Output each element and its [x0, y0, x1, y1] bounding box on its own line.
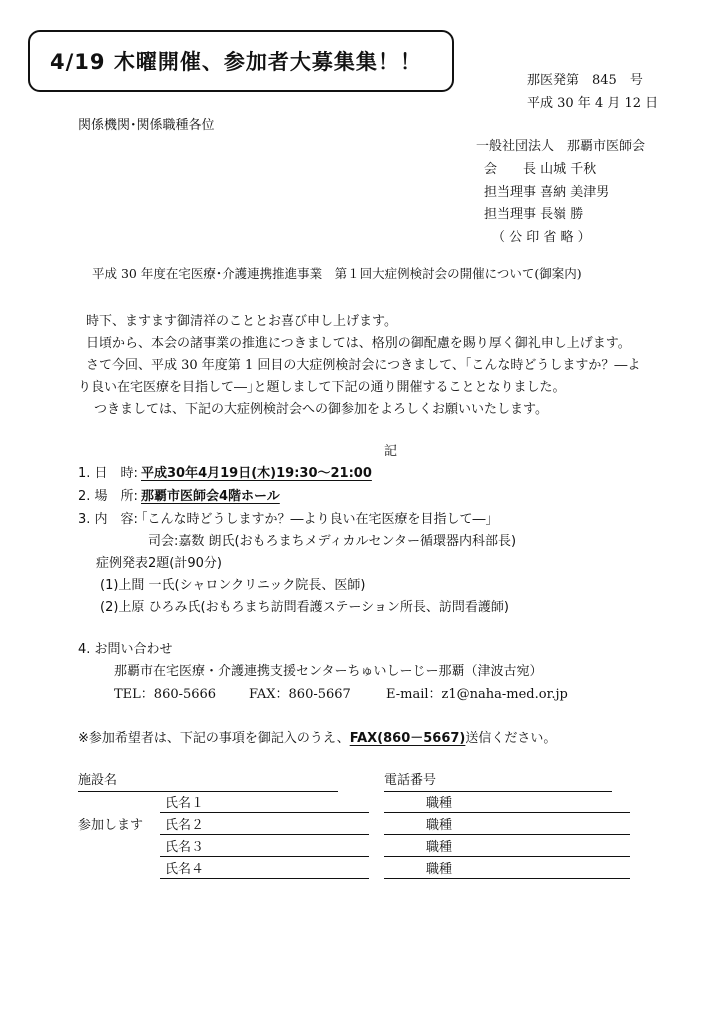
place-value: 那覇市医師会4階ホール — [141, 489, 280, 504]
date-label: 1. 日 時: — [78, 466, 138, 481]
body-line-4: り良い在宅医療を目指して―｣と題しまして下記の通り開催することとなりました。 — [78, 380, 566, 395]
document-date: 平成 30 年 4 月 12 日 — [527, 96, 659, 111]
content-value: ｢こんな時どうしますか？―より良い在宅医療を目指して―｣ — [141, 512, 493, 527]
ki-heading: 記 — [384, 444, 398, 459]
content-label: 3. 内 容: — [78, 512, 138, 527]
note-suffix: 送信ください。 — [465, 731, 557, 746]
contact-label: 4. お問い合わせ — [78, 642, 173, 657]
name-3-label: 氏名３ — [165, 840, 205, 855]
case-1: (1)上間 一氏(シャロンクリニック院長、医師) — [100, 578, 366, 593]
document-subject: 平成 30 年度在宅医療･介護連携推進事業 第１回大症例検討会の開催について(御案内) — [92, 266, 582, 281]
participation-note — [78, 732, 556, 745]
place-label: 2. 場 所: — [78, 489, 138, 504]
sender-president: 会 長 山城 千秋 — [484, 162, 597, 177]
job-4-label: 職種 — [426, 862, 453, 877]
facility-line — [78, 791, 338, 792]
name-1-label: 氏名１ — [165, 796, 205, 811]
participate-label: 参加します — [78, 818, 144, 833]
note-prefix: ※参加希望者は、下記の事項を御記入のうえ、 — [78, 731, 350, 746]
headline-banner — [28, 30, 454, 92]
name-3-line — [160, 856, 369, 857]
name-2-label: 氏名２ — [165, 818, 205, 833]
name-4-label: 氏名４ — [165, 862, 205, 877]
date-value: 平成30年4月19日(木)19:30～21:00 — [141, 466, 372, 481]
job-2-label: 職種 — [426, 818, 453, 833]
body-line-5: つきましては、下記の大症例検討会への御参加をよろしくお願いいたします。 — [94, 402, 548, 417]
case-2: (2)上原 ひろみ氏(おもろまち訪問看護ステーション所長、訪問看護師) — [100, 600, 509, 615]
addressee: 関係機関･関係職種各位 — [78, 118, 215, 133]
job-3-line — [384, 856, 630, 857]
contact-email: E-mail：z1@naha-med.or.jp — [386, 687, 568, 702]
contact-center: 那覇市在宅医療・介護連携支援センターちゅいしーじー那覇（津波古宛） — [114, 664, 543, 679]
note-fax-number: FAX(860－5667) — [349, 731, 466, 746]
facility-label: 施設名 — [78, 773, 118, 788]
body-line-1: 時下、ますます御清祥のこととお喜び申し上げます。 — [86, 314, 397, 329]
official-seal-note: （ 公 印 省 略 ） — [492, 230, 591, 245]
job-1-label: 職種 — [426, 796, 453, 811]
body-line-2: 日頃から、本会の諸事業の推進につきましては、格別の御配慮を賜り厚く御礼申し上げます。 — [86, 336, 631, 351]
case-summary: 症例発表2題(計90分) — [96, 556, 222, 571]
contact-fax: FAX：860-5667 — [249, 687, 351, 702]
job-1-line — [384, 812, 630, 813]
moderator: 司会:嘉数 朗氏(おもろまちメディカルセンター循環器内科部長) — [148, 534, 517, 549]
body-line-3: さて今回、平成 30 年度第 1 回目の大症例検討会につきまして、｢こんな時どうしますか？―よ — [86, 358, 641, 373]
phone-label: 電話番号 — [384, 773, 437, 788]
phone-line — [384, 791, 612, 792]
headline-text: 4/19 木曜開催、参加者大募集集！！ — [50, 50, 422, 74]
job-2-line — [384, 834, 630, 835]
name-4-line — [160, 878, 369, 879]
job-3-label: 職種 — [426, 840, 453, 855]
sender-director-2: 担当理事 長嶺 勝 — [484, 207, 584, 222]
sender-organization: 一般社団法人 那覇市医師会 — [476, 139, 646, 154]
contact-tel: TEL：860-5666 — [114, 687, 217, 702]
name-2-line — [160, 834, 369, 835]
sender-director-1: 担当理事 喜納 美津男 — [484, 185, 610, 200]
job-4-line — [384, 878, 630, 879]
name-1-line — [160, 812, 369, 813]
document-number: 那医発第 845 号 — [527, 73, 643, 88]
